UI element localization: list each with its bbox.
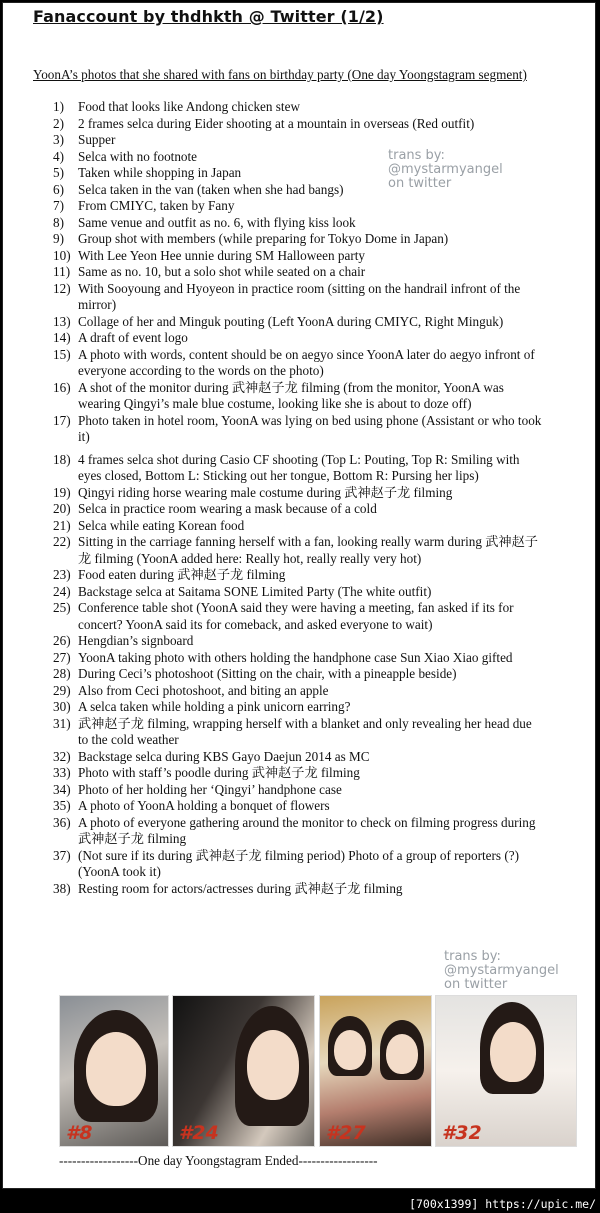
list-item-text: Photo with staff’s poodle during 武神赵子龙 filming — [78, 765, 360, 780]
list-item-number: 38) — [53, 880, 71, 896]
list-item — [53, 215, 543, 232]
translator-watermark: trans by: @mystarmyangel on twitter — [444, 949, 559, 992]
list-item — [53, 380, 543, 413]
list-item — [53, 330, 543, 347]
translator-watermark: trans by: @mystarmyangel on twitter — [388, 148, 503, 191]
list-item-number: 16) — [53, 379, 71, 395]
list-item — [53, 699, 543, 716]
list-item — [53, 782, 543, 799]
list-item — [53, 99, 543, 116]
list-item-number: 14) — [53, 330, 71, 345]
list-item-text: Supper — [78, 132, 116, 147]
photo-24 — [172, 995, 315, 1147]
photo-8 — [59, 995, 169, 1147]
list-item — [53, 815, 543, 848]
list-item — [53, 666, 543, 683]
photo-32 — [435, 995, 577, 1147]
list-item-text: Photo taken in hotel room, YoonA was lying on bed using phone (Assistant or who took it) — [78, 412, 542, 444]
list-item-text: A photo of YoonA holding a bonquet of flowers — [78, 798, 330, 813]
list-item — [53, 848, 543, 881]
list-item — [53, 584, 543, 601]
list-item-text: Photo of her holding her ‘Qingyi’ handphone case — [78, 781, 342, 797]
list-item-text: Selca while eating Korean food — [78, 517, 245, 533]
list-item-number: 22) — [53, 534, 71, 549]
list-item-number: 13) — [53, 313, 71, 329]
list-item-text: Backstage selca at Saitama SONE Limited Party (The white outfit) — [78, 583, 432, 599]
list-item-text: Food that looks like Andong chicken stew — [78, 99, 300, 114]
list-item-text: Selca with no footnote — [78, 148, 198, 164]
list-item-number: 37) — [53, 847, 71, 863]
list-item — [53, 264, 543, 281]
list-item-number: 3) — [53, 132, 64, 147]
photo-description-list — [53, 99, 543, 897]
list-item — [53, 248, 543, 265]
list-item-number: 18) — [53, 451, 71, 467]
list-item-number: 36) — [53, 814, 71, 830]
list-item — [53, 650, 543, 667]
list-item-text: Conference table shot (YoonA said they were having a meeting, fan asked if its for concert? YoonA said its for comeback, and asked everyone to wait) — [78, 600, 514, 632]
list-item — [53, 518, 543, 535]
list-item — [53, 881, 543, 898]
list-item-number: 15) — [53, 346, 71, 362]
list-item — [53, 633, 543, 650]
list-item-number: 35) — [53, 798, 71, 813]
photo-label: #8 — [66, 1122, 93, 1144]
list-item-number: 20) — [53, 501, 71, 516]
list-item — [53, 452, 543, 485]
list-item — [53, 132, 543, 149]
list-item-text: A photo with words, content should be on aegyo since YoonA later do aegyo infront of everyone according to the words on the photo) — [78, 346, 535, 378]
image-size-footer: [700x1399] https://upic.me/ — [409, 1197, 596, 1211]
list-item — [53, 567, 543, 584]
list-item-text: Taken while shopping in Japan — [78, 165, 242, 180]
list-item-number: 33) — [53, 765, 71, 780]
list-item-text: Selca taken in the van (taken when she had bangs) — [78, 181, 344, 197]
list-item-number: 12) — [53, 280, 71, 296]
list-item-number: 29) — [53, 682, 71, 698]
list-item-text: Resting room for actors/actresses during 武神赵子龙 filming — [78, 880, 403, 896]
list-item-text: 2 frames selca during Eider shooting at a mountain in overseas (Red outfit) — [78, 115, 475, 131]
list-item-number: 4) — [53, 148, 64, 164]
document-page — [2, 2, 596, 1189]
list-item — [53, 231, 543, 248]
list-item-number: 26) — [53, 633, 71, 648]
list-item — [53, 798, 543, 815]
list-item-text: (Not sure if its during 武神赵子龙 filming period) Photo of a group of reporters (?) (YoonA took it) — [78, 847, 519, 879]
list-item-text: Same venue and outfit as no. 6, with flying kiss look — [78, 214, 356, 230]
list-item-number: 9) — [53, 231, 64, 246]
list-item-number: 34) — [53, 781, 71, 797]
list-item — [53, 600, 543, 633]
list-item-text: Backstage selca during KBS Gayo Daejun 2014 as MC — [78, 748, 370, 764]
list-item-number: 10) — [53, 247, 71, 263]
list-item-text: Hengdian’s signboard — [78, 633, 194, 648]
list-item-text: Collage of her and Minguk pouting (Left YoonA during CMIYC, Right Minguk) — [78, 313, 504, 329]
list-item-text: A draft of event logo — [78, 330, 188, 345]
list-item — [53, 347, 543, 380]
list-item-number: 31) — [53, 715, 71, 731]
list-item-text: Sitting in the carriage fanning herself with a fan, looking really warm during 武神赵子龙 filming (YoonA added here: Really hot, really really very hot) — [78, 534, 538, 566]
photo-27 — [319, 995, 432, 1147]
list-item-number: 5) — [53, 165, 64, 180]
list-item — [53, 749, 543, 766]
list-item-text: Selca in practice room wearing a mask because of a cold — [78, 501, 377, 516]
list-item-text: Food eaten during 武神赵子龙 filming — [78, 567, 286, 582]
list-item — [53, 413, 543, 446]
intro-heading: YoonA’s photos that she shared with fans on birthday party (One day Yoongstagram segment) — [33, 67, 527, 82]
list-item-number: 28) — [53, 666, 71, 681]
list-item-number: 19) — [53, 484, 71, 500]
list-item-number: 1) — [53, 99, 64, 114]
photo-label: #24 — [179, 1122, 219, 1144]
list-item-text: With Lee Yeon Hee unnie during SM Halloween party — [78, 247, 365, 263]
list-item-text: A shot of the monitor during 武神赵子龙 filming (from the monitor, YoonA was wearing Qingyi’s male blue costume, looking like she is about to doze off) — [78, 379, 504, 411]
list-item-number: 32) — [53, 748, 71, 764]
list-item-number: 24) — [53, 583, 71, 599]
document-title: Fanaccount by thdhkth @ Twitter (1/2) — [33, 7, 384, 26]
list-item — [53, 501, 543, 518]
list-item-text: Qingyi riding horse wearing male costume during 武神赵子龙 filming — [78, 484, 453, 500]
list-item — [53, 198, 543, 215]
list-item-text: A selca taken while holding a pink unicorn earring? — [78, 699, 351, 714]
list-item-text: A photo of everyone gathering around the monitor to check on filming progress during 武神赵子龙 filming — [78, 814, 536, 846]
list-item — [53, 485, 543, 502]
list-item-text: From CMIYC, taken by Fany — [78, 198, 235, 213]
photo-label: #32 — [442, 1122, 482, 1144]
list-item-number: 25) — [53, 600, 71, 615]
list-item-text: 4 frames selca shot during Casio CF shooting (Top L: Pouting, Top R: Smiling with eyes closed, Bottom L: Sticking out her tongue, Bottom R: Pursing her lips) — [78, 451, 520, 483]
list-item — [53, 281, 543, 314]
list-item-number: 6) — [53, 181, 64, 197]
list-item-number: 8) — [53, 214, 64, 230]
list-item-number: 7) — [53, 198, 64, 213]
photo-strip — [59, 995, 577, 1147]
list-item — [53, 534, 543, 567]
list-item-number: 21) — [53, 517, 71, 533]
segment-end-line: ------------------One day Yoongstagram Ended------------------ — [59, 1153, 378, 1168]
list-item — [53, 683, 543, 700]
list-item-text: Group shot with members (while preparing for Tokyo Dome in Japan) — [78, 231, 449, 246]
list-item-text: 武神赵子龙 filming, wrapping herself with a blanket and only revealing her head due to the cold weather — [78, 715, 532, 747]
list-item-number: 27) — [53, 649, 71, 665]
list-item — [53, 765, 543, 782]
list-item — [53, 716, 543, 749]
list-item-text: Also from Ceci photoshoot, and biting an apple — [78, 682, 329, 698]
photo-label: #27 — [326, 1122, 366, 1144]
list-item-text: During Ceci’s photoshoot (Sitting on the chair, with a pineapple beside) — [78, 666, 457, 681]
list-item-number: 2) — [53, 115, 64, 131]
list-item-text: Same as no. 10, but a solo shot while seated on a chair — [78, 264, 366, 279]
list-item-number: 11) — [53, 264, 71, 279]
list-item-text: YoonA taking photo with others holding the handphone case Sun Xiao Xiao gifted — [78, 649, 513, 665]
list-item-number: 17) — [53, 412, 71, 428]
list-item-number: 23) — [53, 567, 71, 582]
list-item-text: With Sooyoung and Hyoyeon in practice room (sitting on the handrail infront of the mirror) — [78, 280, 521, 312]
list-item — [53, 116, 543, 133]
list-item — [53, 314, 543, 331]
list-item-number: 30) — [53, 699, 71, 714]
